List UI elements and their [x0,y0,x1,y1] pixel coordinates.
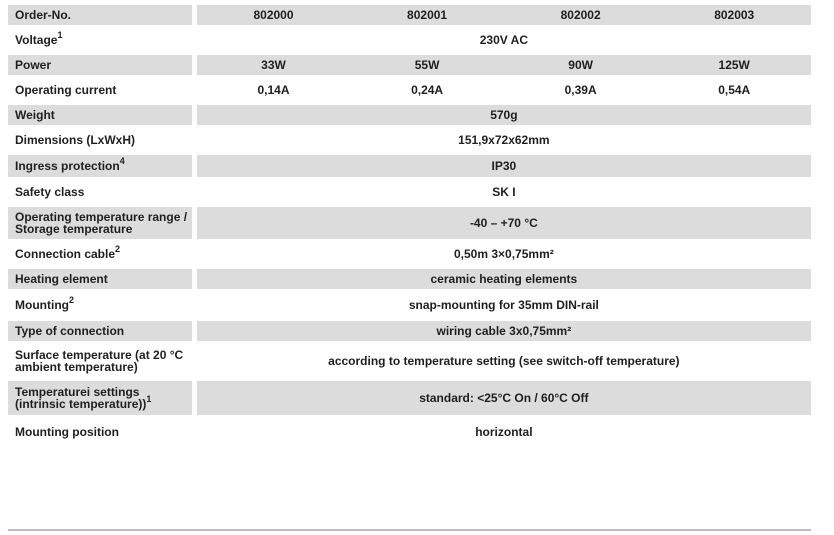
table-cell: snap-mounting for 35mm DIN-rail [197,292,811,321]
table-row [8,321,811,344]
table-row [8,180,811,207]
table-cell: 802000 [197,5,351,28]
row-label [8,5,192,28]
row-label [8,128,192,155]
row-label-text: Safety class [15,185,85,199]
table-cell: ceramic heating elements [197,269,811,292]
specifications-body [8,5,811,446]
row-label-text: Voltage [15,33,58,47]
specifications-table [8,5,811,446]
row-label-text: Connection cable [15,247,116,261]
table-row [8,55,811,78]
row-label-text: Type of connection [15,324,125,338]
row-label-text: Mounting [15,298,69,312]
footnote-marker: 2 [68,295,74,305]
row-label [8,269,192,292]
row-label-text: Heating element [15,272,108,286]
row-label-text: Weight [15,108,55,122]
row-label [8,207,192,242]
footnote-marker: 1 [146,394,152,404]
row-label-text: Operating temperature range / Storage temperature [15,210,188,236]
table-cell: horizontal [475,425,533,439]
row-label [8,242,192,269]
footnote-marker: 2 [115,244,121,254]
table-cell: 802002 [504,5,658,28]
row-label-text: Dimensions (LxWxH) [15,133,136,147]
row-label [8,321,192,344]
table-cell: 0,14A [197,78,351,105]
row-label [8,418,192,446]
row-label [8,105,192,128]
table-row [8,28,811,55]
row-label-text: Order-No. [15,8,72,22]
row-label [8,55,192,78]
table-cell: 230V AC [197,28,811,55]
row-label-text: Temperaturei settings (intrinsic temperature)) [15,385,147,411]
row-label-text: Surface temperature (at 20 °C ambient temperature) [15,348,184,374]
table-row [8,381,811,418]
table-row [8,5,811,28]
row-label [8,180,192,207]
table-cell: according to temperature setting (see switch-off temperature) [197,344,811,381]
table-cell: 33W [197,55,351,78]
table-row [8,207,811,242]
row-label [8,78,192,105]
table-cell: standard: <25°C On / 60°C Off [197,381,811,418]
table-cell: IP30 [197,155,811,180]
table-cell: 125W [657,55,811,78]
table-row [8,292,811,321]
footnote-marker: 4 [119,156,125,166]
row-label-text: Mounting position [15,425,119,439]
table-cell: 90W [504,55,658,78]
bottom-rule [8,529,811,531]
table-row [8,242,811,269]
footnote-marker: 1 [57,30,63,40]
row-label [8,28,192,55]
table-cell: 151,9x72x62mm [197,128,811,155]
table-cell: wiring cable 3x0,75mm² [197,321,811,344]
table-cell: 0,50m 3×0,75mm² [197,242,811,269]
table-cell: -40 – +70 °C [197,207,811,242]
row-label-text: Operating current [15,83,117,97]
table-row [8,418,811,446]
table-cell: 0,54A [657,78,811,105]
row-label-text: Ingress protection [15,159,120,173]
table-row [8,155,811,180]
table-cell: 55W [350,55,504,78]
table-row [8,344,811,381]
row-label [8,381,192,418]
row-label [8,155,192,180]
table-row [8,78,811,105]
row-label [8,292,192,321]
table-cell: 0,39A [504,78,658,105]
row-label-text: Power [15,58,52,72]
table-row [8,105,811,128]
table-cell: 802003 [657,5,811,28]
table-cell: SK I [197,180,811,207]
table-row [8,128,811,155]
table-cell: 570g [197,105,811,128]
table-cell: 0,24A [350,78,504,105]
row-label [8,344,192,381]
table-row [8,269,811,292]
table-cell: 802001 [350,5,504,28]
